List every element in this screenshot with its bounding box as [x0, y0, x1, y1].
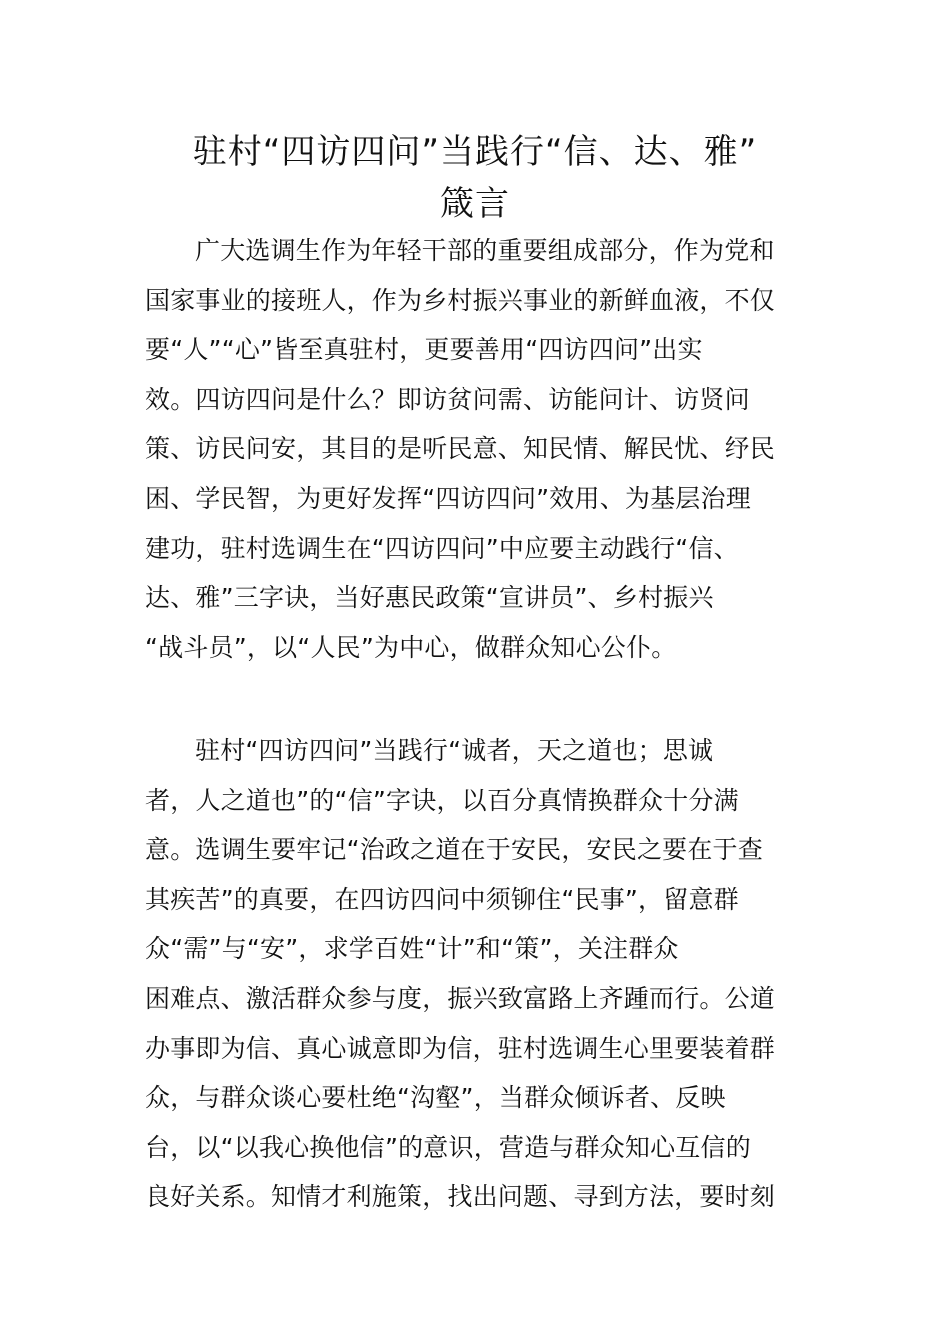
- document-title: [120, 126, 830, 230]
- paragraph-line: 意。选调生要牢记“治政之道在于安民，安民之要在于查: [145, 835, 763, 865]
- paragraph-line: 其疾苦”的真要，在四访四问中须铆住“民事”，留意群: [145, 884, 739, 914]
- paragraph-line: 要“人”“心”皆至真驻村，更要善用“四访四问”出实: [145, 335, 703, 365]
- paragraph-line: 者，人之道也”的“信”字诀，以百分真情换群众十分满: [145, 785, 739, 815]
- paragraph-line: 达、雅”三字诀，当好惠民政策“宣讲员”、乡村振兴: [145, 583, 714, 613]
- paragraph-line: 建功，驻村选调生在“四访四问”中应要主动践行“信、: [145, 533, 739, 563]
- paragraph-line: 国家事业的接班人，作为乡村振兴事业的新鲜血液，不仅: [145, 285, 776, 315]
- paragraph-line: 众，与群众谈心要杜绝“沟壑”，当群众倾诉者、反映: [145, 1083, 726, 1113]
- paragraph-line: 困难点、激活群众参与度，振兴致富路上齐踵而行。公道: [145, 983, 776, 1013]
- paragraph-line: “战斗员”，以“人民”为中心，做群众知心公仆。: [145, 632, 677, 662]
- paragraph-intro: [145, 226, 807, 672]
- title-line: 箴言: [440, 184, 510, 224]
- paragraph-line: 驻村“四访四问”当践行“诚者，天之道也；思诚: [195, 736, 714, 765]
- paragraph-line: 台，以“以我心换他信”的意识，营造与群众知心互信的: [145, 1132, 751, 1162]
- paragraph-line: 效。四访四问是什么？即访贫问需、访能问计、访贤问: [145, 384, 750, 414]
- paragraph-xin: [145, 726, 807, 1222]
- paragraph-line: 众“需”与“安”，求学百姓“计”和“策”，关注群众: [145, 934, 679, 964]
- title-line: 驻村“四访四问”当践行“信、达、雅”: [192, 132, 758, 172]
- paragraph-line: 良好关系。知情才利施策，找出问题、寻到方法，要时刻: [145, 1182, 776, 1212]
- paragraph-line: 广大选调生作为年轻干部的重要组成部分，作为党和: [195, 236, 775, 265]
- paragraph-line: 策、访民问安，其目的是听民意、知民情、解民忧、纾民: [145, 434, 776, 464]
- paragraph-line: 办事即为信、真心诚意即为信，驻村选调生心里要装着群: [145, 1033, 776, 1063]
- paragraph-line: 困、学民智，为更好发挥“四访四问”效用、为基层治理: [145, 483, 751, 513]
